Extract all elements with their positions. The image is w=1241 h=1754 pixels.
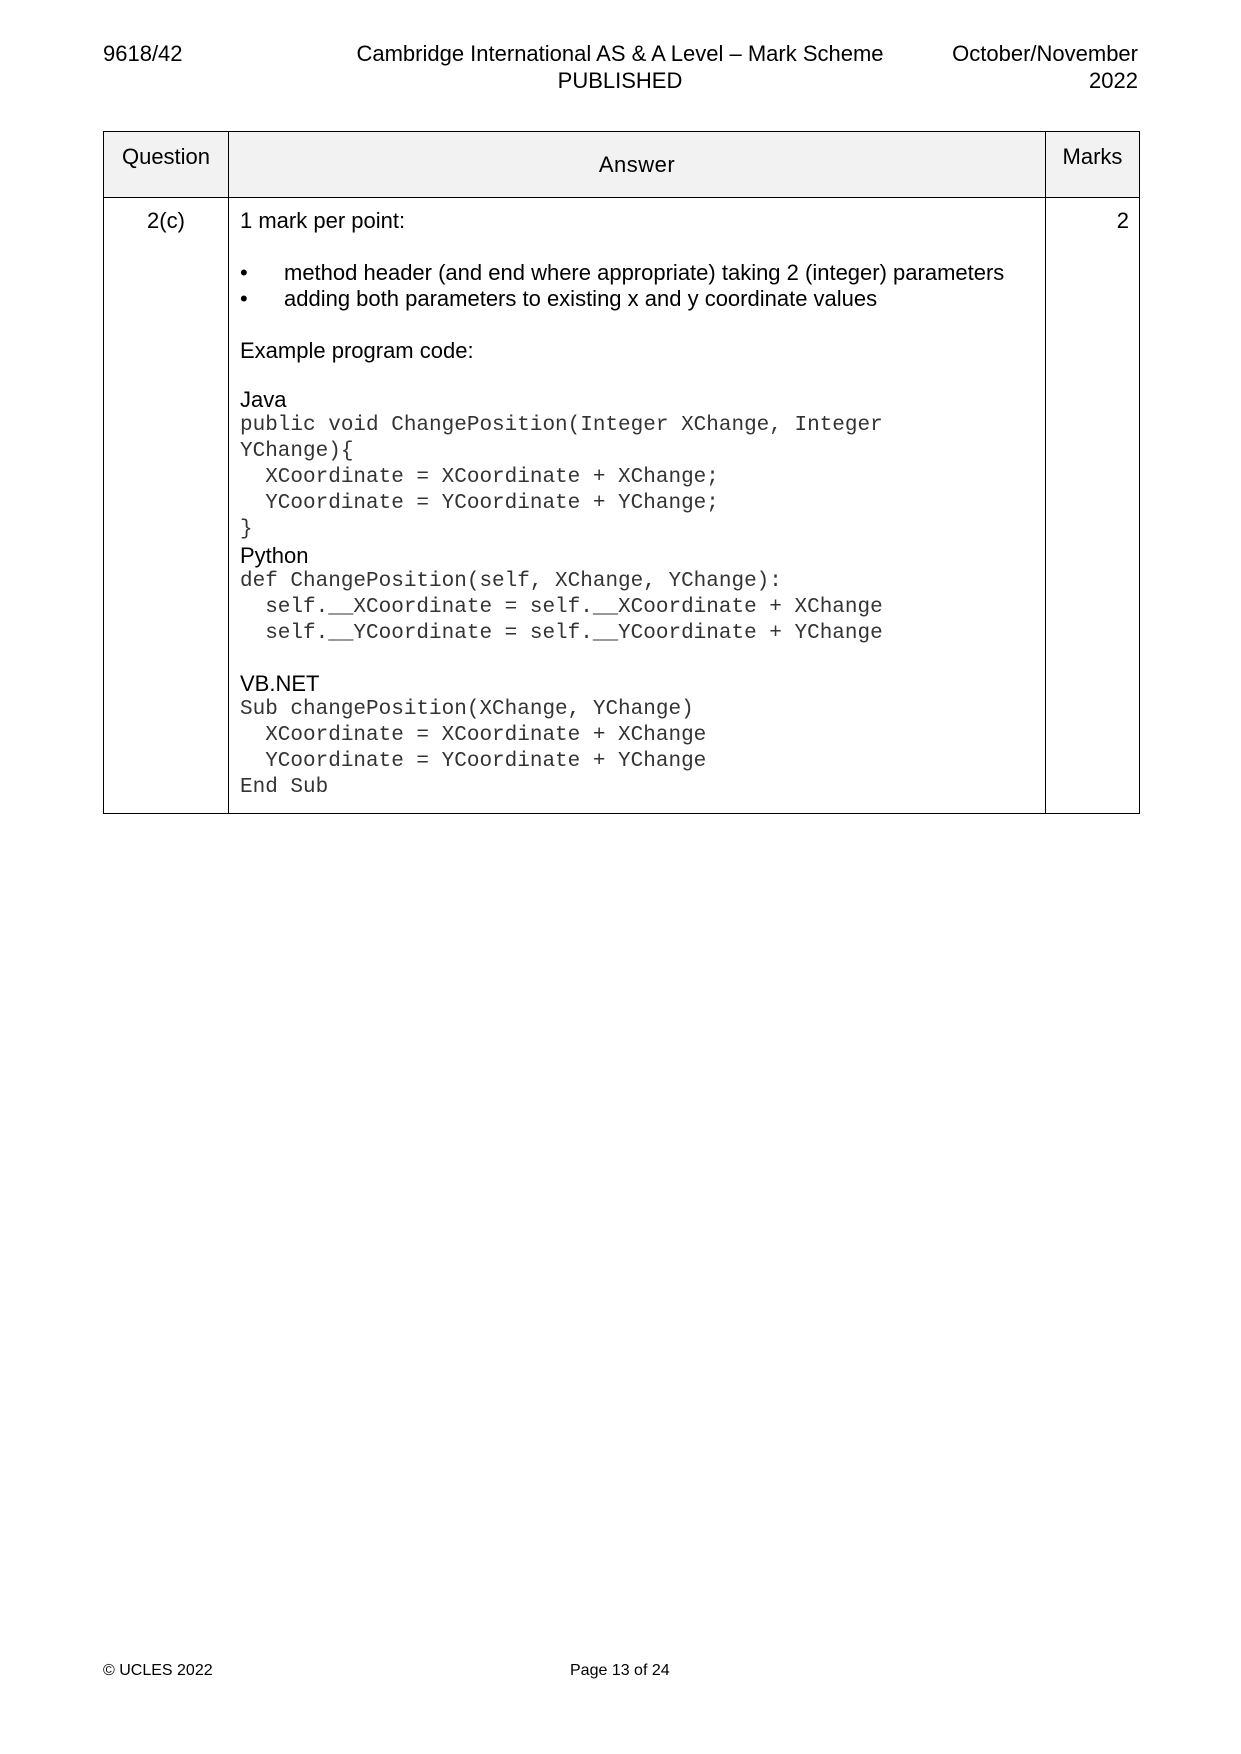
- exam-session: [938, 40, 1138, 94]
- document-title: [330, 40, 910, 94]
- java-label: Java: [240, 387, 287, 412]
- marking-point-text: adding both parameters to existing x and y coordinate values: [284, 286, 878, 311]
- document-code: 9618/42: [103, 41, 183, 66]
- marks-value: 2: [1046, 198, 1140, 814]
- marking-points: [240, 260, 1035, 312]
- copyright-notice: © UCLES 2022: [103, 1662, 213, 1679]
- question-column-header: Question: [104, 132, 229, 198]
- marking-point: [240, 260, 1035, 286]
- session-line-2: 2022: [1089, 68, 1138, 93]
- answer-cell: [229, 198, 1046, 814]
- example-label: Example program code:: [240, 338, 474, 363]
- question-number: 2(c): [104, 198, 229, 814]
- marking-intro: 1 mark per point:: [240, 208, 406, 233]
- bullet-icon: •: [240, 260, 248, 285]
- java-code: public void ChangePosition(Integer XChange, Integer YChange){ XCoordinate = XCoordinate + XChange; YCoordinate = YCoordinate + YChange; }: [240, 414, 883, 541]
- marking-point-text: method header (and end where appropriate) taking 2 (integer) parameters: [284, 260, 1005, 285]
- title-line-1: Cambridge International AS & A Level – Mark Scheme: [356, 41, 884, 66]
- python-label: Python: [240, 543, 309, 568]
- vbnet-code: Sub changePosition(XChange, YChange) XCoordinate = XCoordinate + XChange YCoordinate = YCoordinate + YChange End Sub: [240, 698, 707, 799]
- title-line-2: PUBLISHED: [557, 68, 683, 93]
- table-header-row: [104, 132, 1140, 198]
- answer-column-header: Answer: [229, 132, 1046, 198]
- session-line-1: October/November: [952, 41, 1138, 66]
- vbnet-label: VB.NET: [240, 671, 320, 696]
- bullet-icon: •: [240, 286, 248, 311]
- marks-column-header: Marks: [1046, 132, 1140, 198]
- marking-point: [240, 286, 1035, 312]
- page-number: Page 13 of 24: [570, 1662, 670, 1679]
- table-row: [104, 198, 1140, 814]
- mark-scheme-table: [103, 131, 1140, 814]
- python-code: def ChangePosition(self, XChange, YChange): self.__XCoordinate = self.__XCoordinate + XChange self.__YCoordinate = self.__YCoordinate + YChange: [240, 570, 883, 645]
